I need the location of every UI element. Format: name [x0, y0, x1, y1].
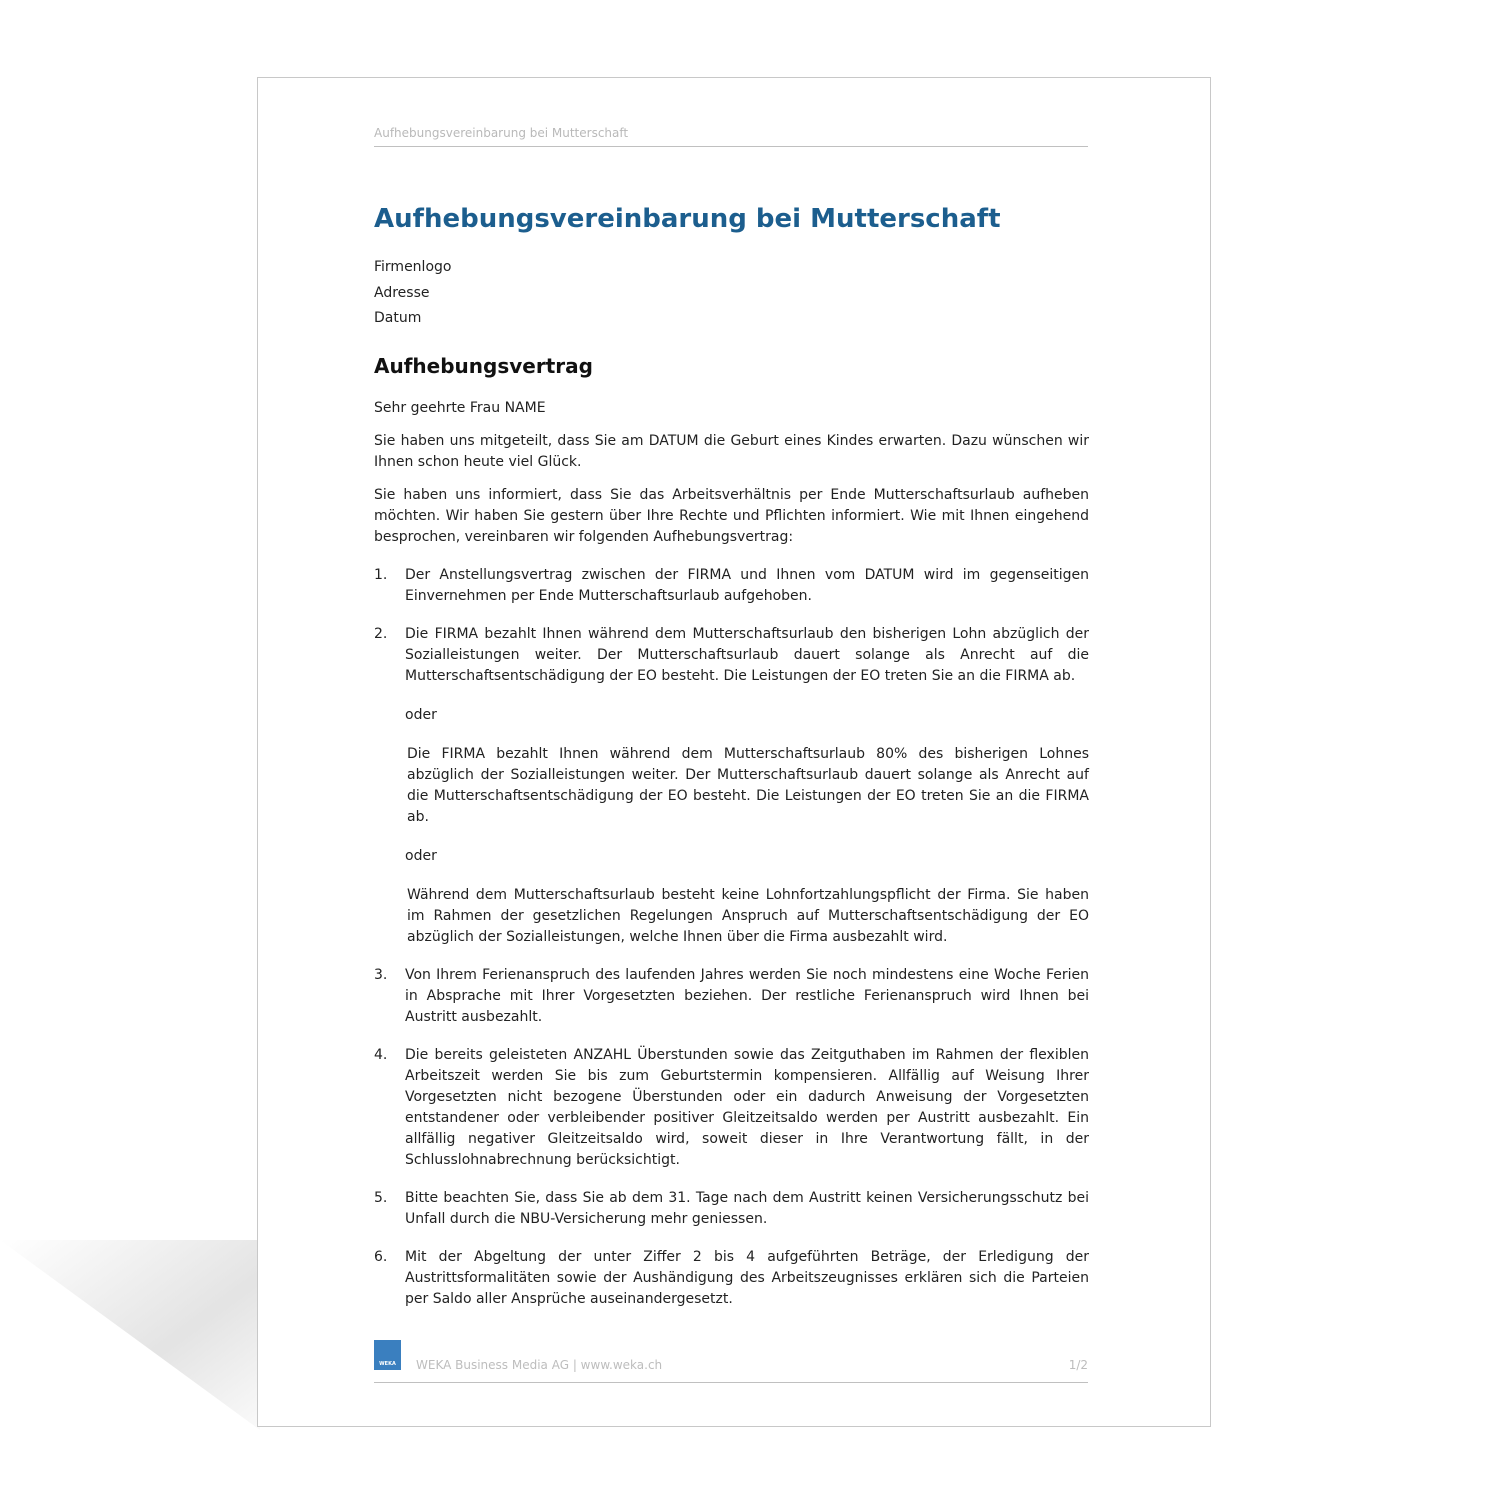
- list-number: 1.: [374, 567, 388, 583]
- document-title: Aufhebungsvereinbarung bei Mutterschaft: [374, 204, 1001, 234]
- weka-logo-icon: WEKA: [374, 1340, 401, 1370]
- list-number: 5.: [374, 1190, 388, 1206]
- publisher-text: WEKA Business Media AG | www.weka.ch: [416, 1358, 663, 1372]
- page-shadow: [0, 1240, 260, 1430]
- list-item: [374, 1188, 1089, 1230]
- page-footer: [374, 1340, 1088, 1383]
- list-item: [374, 1045, 1089, 1171]
- meta-block: [374, 258, 451, 335]
- alternative-text: Die FIRMA bezahlt Ihnen während dem Mutterschaftsurlaub 80% des bisherigen Lohnes abzüglich der Sozialleistungen weiter. Der Mutterschaftsurlaub dauert solange als Anrecht auf die Mutterschaftsentschädigung der EO besteht. Die Leistungen der EO treten Sie an die FIRMA ab.: [407, 746, 1089, 825]
- intro-paragraph: Sie haben uns mitgeteilt, dass Sie am DATUM die Geburt eines Kindes erwarten. Dazu wünschen wir Ihnen schon heute viel Glück.: [374, 433, 1089, 470]
- list-text: Von Ihrem Ferienanspruch des laufenden Jahres werden Sie noch mindestens eine Woche Ferien in Absprache mit Ihrer Vorgesetzten beziehen. Der restliche Ferienanspruch wird Ihnen bei Austritt ausbezahlt.: [405, 967, 1089, 1025]
- list-text: Die bereits geleisteten ANZAHL Überstunden sowie das Zeitguthaben im Rahmen der flexiblen Arbeitszeit werden Sie bis zum Geburtstermin kompensieren. Allfällig auf Weisung Ihrer Vorgesetzten nicht bezogene Überstunden oder ein dadurch Anweisung der Vorgesetzten entstandener oder verbleibender positiver Gleitzeitsaldo werden per Austritt ausbezahlt. Ein allfällig negativer Gleitzeitsaldo wird, soweit dieser in Ihre Verantwortung fällt, in der Schlusslohnabrechnung berücksichtigt.: [405, 1047, 1089, 1168]
- list-number: 4.: [374, 1047, 388, 1063]
- page-number: 1/2: [1068, 1358, 1088, 1372]
- letter-body: [374, 398, 1089, 1327]
- list-text: Mit der Abgeltung der unter Ziffer 2 bis 4 aufgeführten Beträge, der Erledigung der Austrittsformalitäten sowie der Aushändigung des Arbeitszeugnisses erklären sich die Parteien per Saldo aller Ansprüche auseinandergesetzt.: [405, 1249, 1089, 1307]
- address-placeholder: Adresse: [374, 284, 430, 301]
- list-item: [374, 624, 1089, 948]
- intro-paragraph: Sie haben uns informiert, dass Sie das Arbeitsverhältnis per Ende Mutterschaftsurlaub aufheben möchten. Wir haben Sie gestern über Ihre Rechte und Pflichten informiert. Wie mit Ihnen eingehend besprochen, vereinbaren wir folgenden Aufhebungsvertrag:: [374, 487, 1089, 545]
- date-placeholder: Datum: [374, 310, 422, 326]
- list-number: 6.: [374, 1249, 388, 1265]
- running-header: Aufhebungsvereinbarung bei Mutterschaft: [374, 126, 1088, 147]
- list-number: 3.: [374, 967, 388, 983]
- document-page: [257, 77, 1211, 1427]
- list-text: Der Anstellungsvertrag zwischen der FIRMA und Ihnen vom DATUM wird im gegenseitigen Einvernehmen per Ende Mutterschaftsurlaub aufgehoben.: [405, 567, 1089, 604]
- list-item: [374, 965, 1089, 1028]
- salutation: Sehr geehrte Frau NAME: [374, 400, 546, 416]
- list-text: Bitte beachten Sie, dass Sie ab dem 31. Tage nach dem Austritt keinen Versicherungsschutz bei Unfall durch die NBU-Versicherung mehr geniessen.: [405, 1190, 1089, 1227]
- list-item: [374, 1247, 1089, 1310]
- alternative-separator: oder: [405, 707, 437, 723]
- list-text: Die FIRMA bezahlt Ihnen während dem Mutterschaftsurlaub den bisherigen Lohn abzüglich der Sozialleistungen weiter. Der Mutterschaftsurlaub dauert solange als Anrecht auf die Mutterschaftsentschädigung der EO besteht. Die Leistungen der EO treten Sie an die FIRMA ab.: [405, 626, 1089, 684]
- alternative-text: Während dem Mutterschaftsurlaub besteht keine Lohnfortzahlungspflicht der Firma. Sie haben im Rahmen der gesetzlichen Regelungen Anspruch auf Mutterschaftsentschädigung der EO abzüglich der Sozialleistungen, welche Ihnen über die Firma ausbezahlt wird.: [407, 887, 1089, 945]
- alternative-separator: oder: [405, 848, 437, 864]
- list-number: 2.: [374, 626, 388, 642]
- section-heading: Aufhebungsvertrag: [374, 354, 593, 378]
- list-item: [374, 565, 1089, 607]
- company-logo-placeholder: Firmenlogo: [374, 259, 452, 275]
